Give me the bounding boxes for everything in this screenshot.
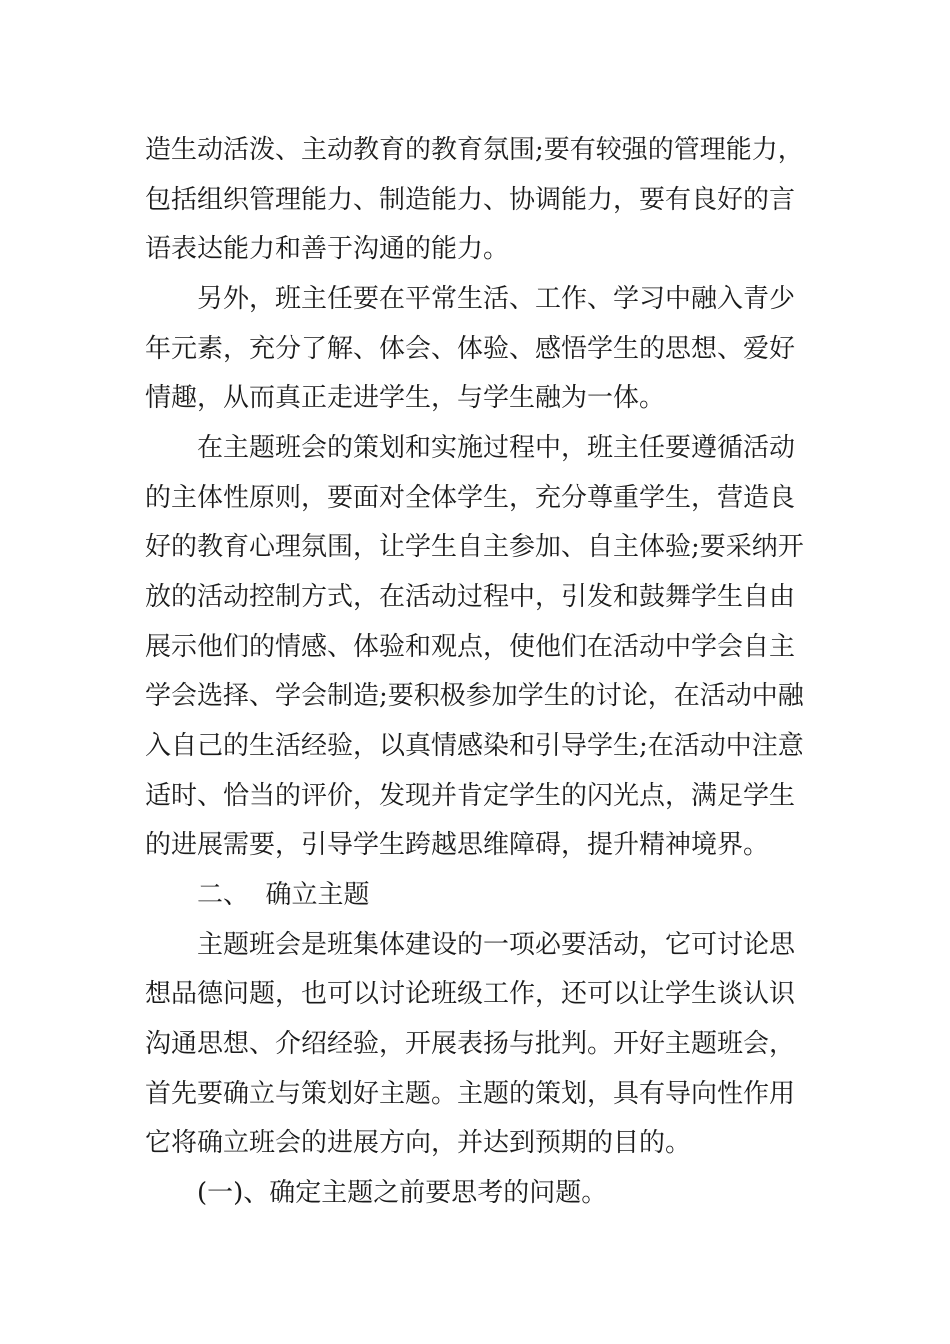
text-line: 展示他们的情感、体验和观点，使他们在活动中学会自主 xyxy=(145,632,796,662)
subsection-heading: (一)、确定主题之前要思考的问题。 xyxy=(197,1178,608,1208)
text-line: 好的教育心理氛围，让学生自主参加、自主体验;要采纳开 xyxy=(145,532,804,562)
text-line: 造生动活泼、主动教育的教育氛围;要有较强的管理能力， xyxy=(145,135,804,165)
paragraph-start-line: 在主题班会的策划和实施过程中，班主任要遵循活动 xyxy=(197,433,796,463)
paragraph-start-line: 另外，班主任要在平常生活、工作、学习中融入青少 xyxy=(197,284,796,314)
text-line: 首先要确立与策划好主题。主题的策划，具有导向性作用 xyxy=(145,1079,796,1109)
text-line: 的进展需要，引导学生跨越思维障碍，提升精神境界。 xyxy=(145,830,770,860)
section-heading: 二、 确立主题 xyxy=(197,880,370,910)
text-line: 的主体性原则，要面对全体学生，充分尊重学生，营造良 xyxy=(145,483,796,513)
text-line: 包括组织管理能力、制造能力、协调能力，要有良好的言 xyxy=(145,185,796,215)
text-line: 年元素，充分了解、体会、体验、感悟学生的思想、爱好 xyxy=(145,334,796,364)
text-line: 入自己的生活经验，以真情感染和引导学生;在活动中注意 xyxy=(145,731,804,761)
text-line: 放的活动控制方式，在活动过程中，引发和鼓舞学生自由 xyxy=(145,582,796,612)
text-line: 沟通思想、介绍经验，开展表扬与批判。开好主题班会， xyxy=(145,1029,796,1059)
text-line: 适时、恰当的评价，发现并肯定学生的闪光点，满足学生 xyxy=(145,781,796,811)
text-line: 语表达能力和善于沟通的能力。 xyxy=(145,234,510,264)
text-line: 想品德问题，也可以讨论班级工作，还可以让学生谈认识 xyxy=(145,979,796,1009)
text-line: 情趣，从而真正走进学生，与学生融为一体。 xyxy=(145,383,666,413)
text-line: 它将确立班会的进展方向，并达到预期的目的。 xyxy=(145,1128,692,1158)
text-line: 学会选择、学会制造;要积极参加学生的讨论，在活动中融 xyxy=(145,681,804,711)
paragraph-start-line: 主题班会是班集体建设的一项必要活动，它可讨论思 xyxy=(197,930,796,960)
